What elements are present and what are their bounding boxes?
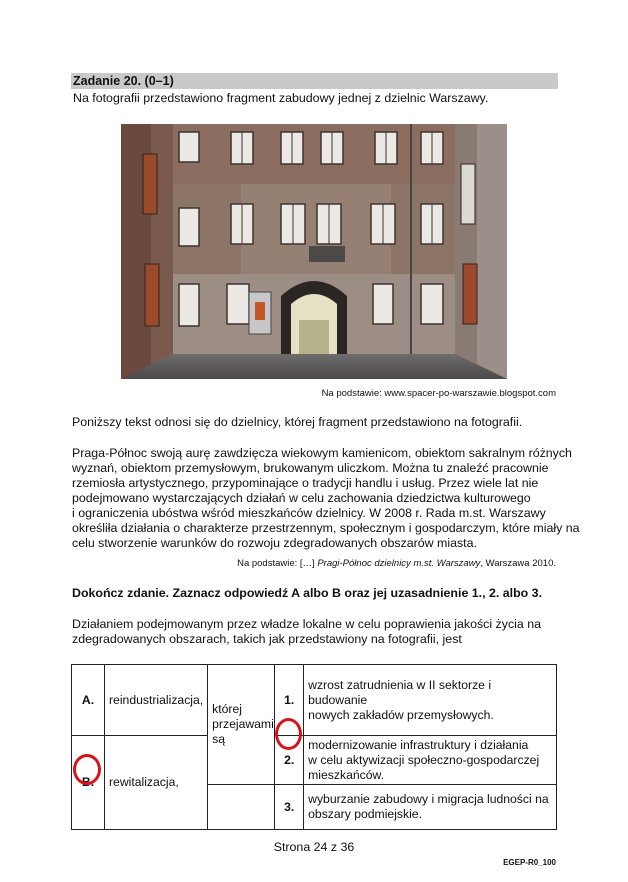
selected-option-mark [73, 754, 101, 785]
reason-2-text [304, 736, 557, 785]
source-prefix: Na podstawie: […] [237, 558, 318, 569]
reason-2-number[interactable]: 2. [275, 736, 304, 785]
reason-line: obszary podmiejskie. [308, 807, 422, 821]
lead-text: Poniższy tekst odnosi się do dzielnicy, której fragment przedstawiono na fotografii. [72, 415, 523, 429]
option-a-text: reindustrializacja, [105, 665, 208, 736]
source-title: Pragi-Północ dzielnicy m.st. Warszawy [317, 558, 481, 569]
instruction: Dokończ zdanie. Zaznacz odpowiedź A albo B oraz jej uzasadnienie 1., 2. albo 3. [72, 586, 543, 600]
exam-code: EGEP-R0_100 [503, 858, 556, 867]
connector [208, 665, 275, 785]
task-title: Zadanie 20. (0–1) [71, 73, 558, 89]
reason-line: mieszkańców. [308, 767, 385, 782]
connector-line: są [212, 732, 226, 746]
reason-line: wyburzanie zabudowy i migracja ludności na [308, 792, 549, 806]
option-b-letter[interactable]: B. [72, 736, 105, 830]
connector-line: której [212, 702, 242, 716]
task-intro: Na fotografii przedstawiono fragment zabudowy jednej z dzielnic Warszawy. [73, 91, 489, 105]
passage-line: podejmowano wystarczających działań w celu zachowania dziedzictwa kulturowego [72, 491, 531, 505]
answer-table [71, 664, 557, 830]
connector-line: przejawami [212, 717, 274, 731]
passage-line: Praga-Północ swoją aurę zawdzięcza wiekowym kamienicom, obiektom sakralnym różnych [72, 446, 572, 460]
reason-3-text [304, 785, 557, 830]
passage-source [200, 558, 556, 570]
option-b-text: rewitalizacja, [105, 736, 208, 830]
reason-line: w celu aktywizacji społeczno-gospodarczej [308, 752, 540, 767]
option-a-letter[interactable]: A. [72, 665, 105, 736]
reason-1-number[interactable]: 1. [275, 665, 304, 736]
passage-line: określiła działania o charakterze przestrzennym, społecznym i gospodarczym, które miały na [72, 521, 580, 535]
passage-line: celu stworzenie warunków do rozwoju zdegradowanych obszarów miasta. [72, 536, 477, 550]
passage-line: i ograniczenia ubóstwa wśród mieszkańców dzielnicy. W 2008 r. Rada m.st. Warszawy [72, 506, 546, 520]
page-number: Strona 24 z 36 [273, 840, 355, 854]
selected-reason-mark [275, 718, 302, 750]
connector-spacer [208, 785, 275, 830]
reason-1-text [304, 665, 557, 736]
reason-3-number[interactable]: 3. [275, 785, 304, 830]
courtyard-photo [121, 124, 507, 379]
photo-source: Na podstawie: www.spacer-po-warszawie.blogspot.com [321, 388, 556, 399]
question-line: zdegradowanych obszarach, takich jak przedstawiony na fotografii, jest [72, 632, 462, 646]
reason-line: nowych zakładów przemysłowych. [308, 707, 494, 722]
reason-line: modernizowanie infrastruktury i działania [308, 737, 529, 752]
passage [72, 446, 580, 551]
question [72, 617, 541, 647]
passage-line: wyznań, obiektom przemysłowym, brukowanym uliczkom. Można tu znaleźć pracownie [72, 461, 549, 475]
reason-line: wzrost zatrudnienia w II sektorze i budowanie [308, 677, 492, 707]
source-suffix: , Warszawa 2010. [480, 558, 556, 569]
question-line: Działaniem podejmowanym przez władze lokalne w celu poprawienia jakości życia na [72, 617, 542, 631]
passage-line: rzemiosła artystycznego, przypominające o tradycji handlu i usług. Przez wiele lat nie [72, 476, 539, 490]
